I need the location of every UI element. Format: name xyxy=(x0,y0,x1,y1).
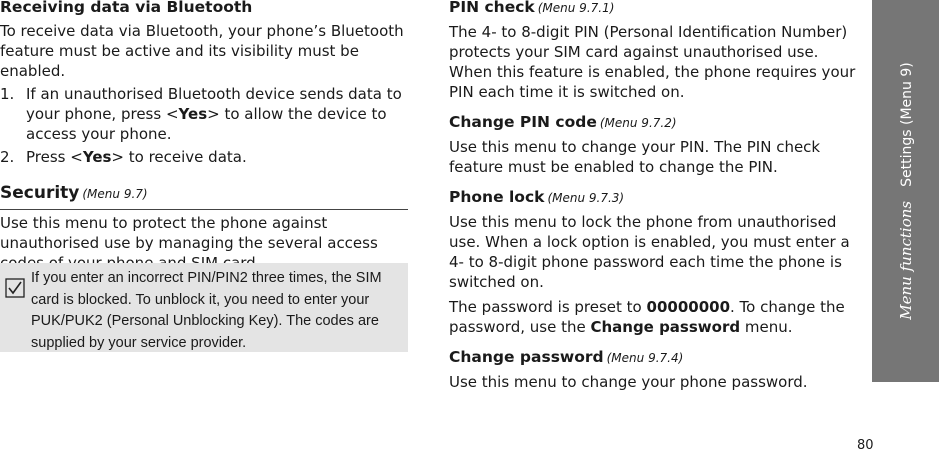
change-password-menu-ref: (Menu 9.7.4) xyxy=(606,351,684,365)
sidebar-subsection: Settings (Menu 9) xyxy=(898,62,915,187)
change-password-body: Use this menu to change your phone password. xyxy=(449,373,808,391)
change-pin-heading-text: Change PIN code xyxy=(449,113,597,131)
password-preset xyxy=(449,297,857,337)
step-key: Yes xyxy=(178,105,208,123)
security-heading xyxy=(0,182,408,205)
step-number: 2. xyxy=(0,148,15,166)
pin-check-heading-text: PIN check xyxy=(449,0,535,16)
bluetooth-intro: To receive data via Bluetooth, your phone’s Bluetooth feature must be active and its visibility must be enabled. xyxy=(0,22,404,80)
preset-value: 00000000 xyxy=(646,298,731,316)
phone-lock-menu-ref: (Menu 9.7.3) xyxy=(547,191,625,205)
security-heading-block xyxy=(0,182,408,210)
bluetooth-steps xyxy=(0,84,408,167)
security-heading-text: Security xyxy=(0,183,80,203)
step-text-pre: If an unauthorised Bluetooth device sends data to your phone, press < xyxy=(26,85,402,123)
step-text-post: > to allow the device to access your phone. xyxy=(26,105,387,143)
security-menu-ref: (Menu 9.7) xyxy=(82,187,148,201)
pin-check-body: The 4- to 8-digit PIN (Personal Identification Number) protects your SIM card against unauthorised use. When this feature is enabled, the phone requires your PIN each time it is switched on. xyxy=(449,23,856,101)
page-number: 80 xyxy=(857,438,874,453)
sidebar-section: Menu functions xyxy=(896,200,915,320)
right-column xyxy=(449,0,857,392)
note-box xyxy=(0,263,408,352)
security-body: Use this menu to protect the phone against unauthorised use by managing the several access xyxy=(0,214,378,252)
left-column xyxy=(0,0,408,273)
step-item xyxy=(0,84,408,144)
preset-menu-name: Change password xyxy=(590,318,741,336)
checkmark-box-icon xyxy=(5,278,25,298)
pin-check-heading xyxy=(449,0,857,18)
phone-lock-body: Use this menu to lock the phone from unauthorised use. When a lock option is enabled, you must enter a 4- to 8-digit phone password each time the phone is switched on. xyxy=(449,213,850,291)
step-number: 1. xyxy=(0,85,15,103)
change-pin-heading xyxy=(449,112,857,133)
change-password-heading-text: Change password xyxy=(449,348,604,366)
note-text: If you enter an incorrect PIN/PIN2 three times, the SIM card is blocked. To unblock it, you need to enter your PUK/PUK2 (Personal Unblocking Key). The codes are supplied by your service provider. xyxy=(31,270,382,351)
pin-check-menu-ref: (Menu 9.7.1) xyxy=(537,1,615,15)
change-password-heading xyxy=(449,347,857,368)
preset-text-post: menu. xyxy=(740,318,793,336)
change-pin-menu-ref: (Menu 9.7.2) xyxy=(599,116,677,130)
step-text-pre: Press < xyxy=(26,148,83,166)
section-sidebar-tab xyxy=(872,0,939,382)
phone-lock-heading-text: Phone lock xyxy=(449,188,545,206)
bluetooth-heading: Receiving data via Bluetooth xyxy=(0,0,253,16)
change-pin-body: Use this menu to change your PIN. The PIN check feature must be enabled to change the PIN. xyxy=(449,138,821,176)
phone-lock-heading xyxy=(449,187,857,208)
step-text-post: > to receive data. xyxy=(111,148,247,166)
preset-text-mid: . To change the password, use the xyxy=(449,298,845,336)
sidebar-label xyxy=(897,62,915,319)
step-key: Yes xyxy=(82,148,112,166)
preset-text-pre: The password is preset to xyxy=(449,298,647,316)
step-item xyxy=(0,147,408,167)
